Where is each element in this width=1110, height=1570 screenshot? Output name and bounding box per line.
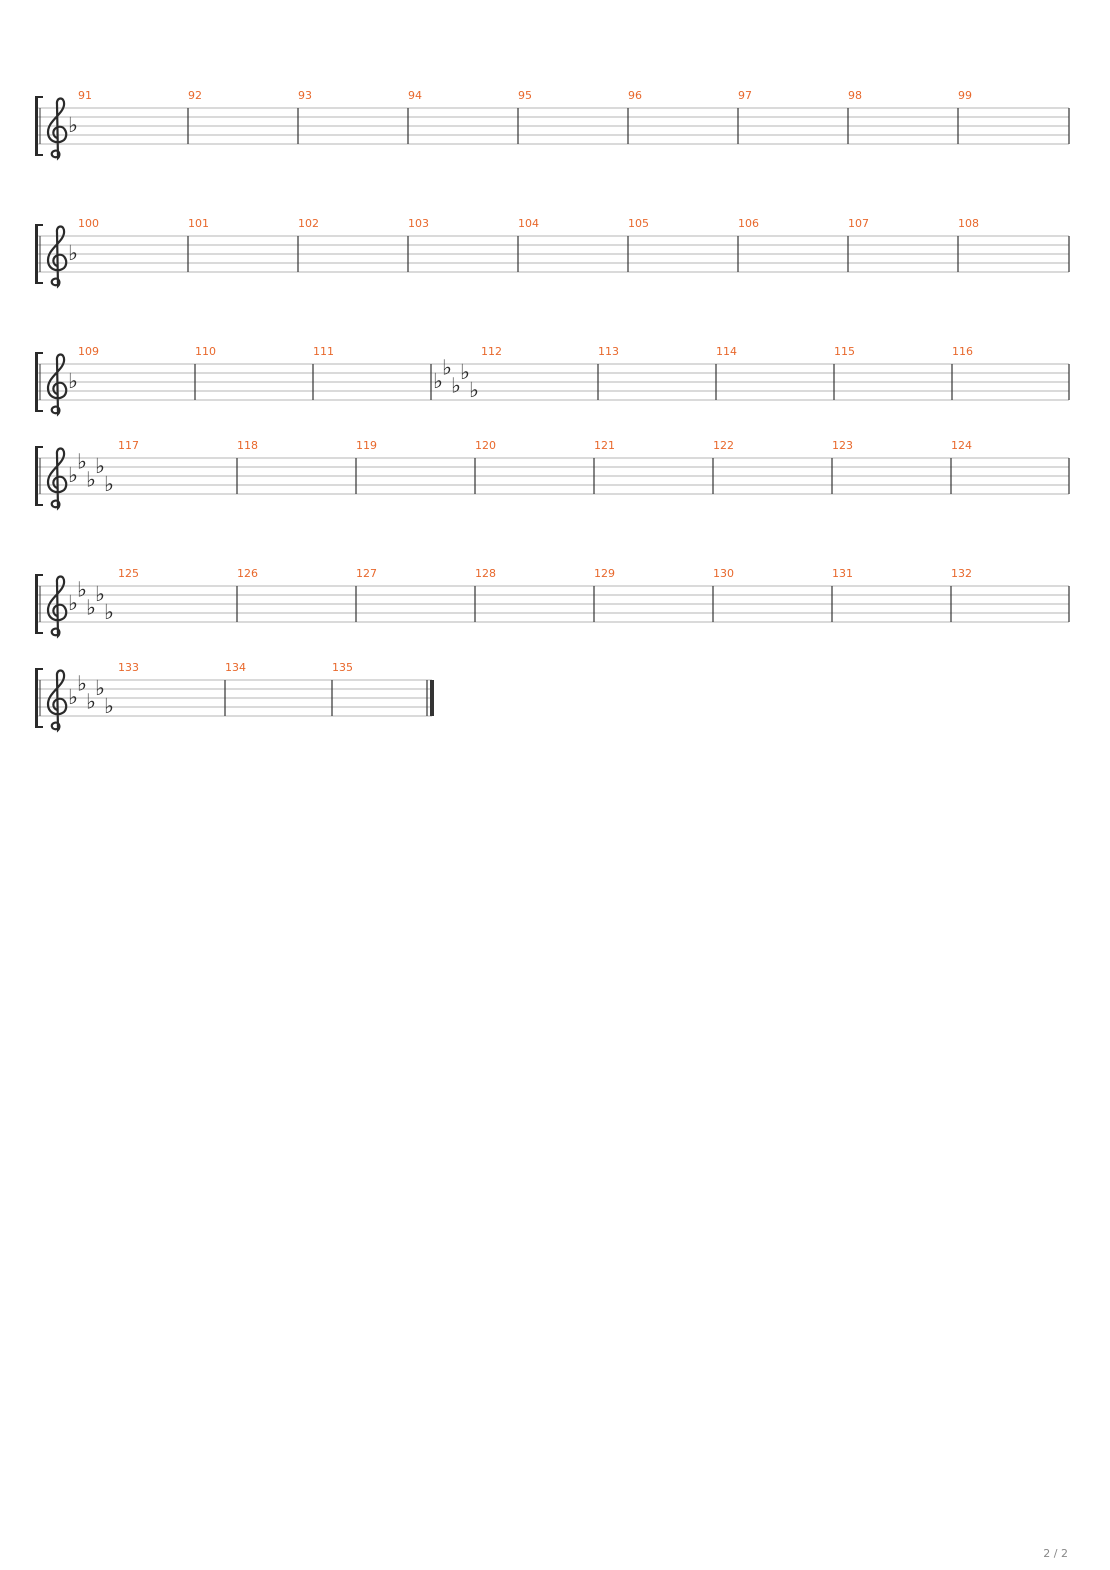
key-signature-flat-icon: ♭ — [68, 369, 78, 393]
key-change-flat-icon: ♭ — [442, 355, 452, 380]
measure-number: 118 — [237, 439, 258, 452]
key-signature-flat-icon: ♭ — [68, 241, 78, 265]
measure-number: 122 — [713, 439, 734, 452]
measure-number: 120 — [475, 439, 496, 452]
staff-system — [35, 89, 1069, 158]
measure-number: 100 — [78, 217, 99, 230]
measure-number: 128 — [475, 567, 496, 580]
key-signature-flat-icon: ♭ — [86, 467, 96, 492]
measure-number: 127 — [356, 567, 377, 580]
final-barline-thick — [430, 680, 434, 716]
measure-number: 117 — [118, 439, 139, 452]
measure-number: 115 — [834, 345, 855, 358]
key-signature-flat-icon: ♭ — [95, 582, 105, 606]
staff-system — [35, 345, 1069, 414]
measure-number: 134 — [225, 661, 246, 674]
measure-number: 125 — [118, 567, 139, 580]
key-change-flat-icon: ♭ — [469, 378, 479, 402]
measure-number: 96 — [628, 89, 642, 102]
key-signature-flat-icon: ♭ — [86, 689, 96, 714]
measure-number: 126 — [237, 567, 258, 580]
treble-clef-icon — [48, 355, 66, 415]
measure-number: 123 — [832, 439, 853, 452]
measure-number: 109 — [78, 345, 99, 358]
key-signature-flat-icon: ♭ — [68, 591, 78, 615]
treble-clef-icon — [48, 449, 66, 509]
measure-number: 132 — [951, 567, 972, 580]
key-signature-flat-icon: ♭ — [86, 595, 96, 620]
measure-number: 108 — [958, 217, 979, 230]
key-signature-flat-icon: ♭ — [68, 685, 78, 709]
measure-number: 95 — [518, 89, 532, 102]
measure-number: 97 — [738, 89, 752, 102]
measure-number: 110 — [195, 345, 216, 358]
measure-number: 130 — [713, 567, 734, 580]
measure-number: 93 — [298, 89, 312, 102]
treble-clef-icon — [48, 99, 66, 159]
key-change-flat-icon: ♭ — [433, 369, 443, 393]
measure-number: 133 — [118, 661, 139, 674]
staff-system — [35, 439, 1069, 508]
measure-number: 113 — [598, 345, 619, 358]
measure-number: 99 — [958, 89, 972, 102]
key-change-flat-icon: ♭ — [451, 373, 461, 398]
treble-clef-icon — [48, 577, 66, 637]
staff-system — [35, 661, 434, 730]
treble-clef-icon — [48, 227, 66, 287]
measure-number: 98 — [848, 89, 862, 102]
measure-number: 102 — [298, 217, 319, 230]
measure-number: 91 — [78, 89, 92, 102]
key-change-flat-icon: ♭ — [460, 360, 470, 384]
key-signature-flat-icon: ♭ — [68, 463, 78, 487]
key-signature-flat-icon: ♭ — [95, 454, 105, 478]
measure-number: 116 — [952, 345, 973, 358]
key-signature-flat-icon: ♭ — [95, 676, 105, 700]
staff-system — [35, 567, 1069, 636]
measure-number: 103 — [408, 217, 429, 230]
measure-number: 104 — [518, 217, 539, 230]
measure-number: 111 — [313, 345, 334, 358]
key-signature-flat-icon: ♭ — [77, 449, 87, 474]
key-signature-flat-icon: ♭ — [77, 671, 87, 696]
measure-number: 135 — [332, 661, 353, 674]
measure-number: 124 — [951, 439, 972, 452]
page-number: 2 / 2 — [1043, 1547, 1068, 1560]
key-signature-flat-icon: ♭ — [104, 694, 114, 718]
key-signature-flat-icon: ♭ — [104, 600, 114, 624]
measure-number: 129 — [594, 567, 615, 580]
measure-number: 107 — [848, 217, 869, 230]
measure-number: 105 — [628, 217, 649, 230]
measure-number: 101 — [188, 217, 209, 230]
measure-number: 119 — [356, 439, 377, 452]
measure-number: 114 — [716, 345, 737, 358]
measure-number: 106 — [738, 217, 759, 230]
staff-system — [35, 217, 1069, 286]
measure-number: 121 — [594, 439, 615, 452]
measure-number: 131 — [832, 567, 853, 580]
key-signature-flat-icon: ♭ — [68, 113, 78, 137]
key-signature-flat-icon: ♭ — [104, 472, 114, 496]
measure-number: 92 — [188, 89, 202, 102]
measure-number: 112 — [481, 345, 502, 358]
measure-number: 94 — [408, 89, 422, 102]
treble-clef-icon — [48, 671, 66, 731]
key-signature-flat-icon: ♭ — [77, 577, 87, 602]
